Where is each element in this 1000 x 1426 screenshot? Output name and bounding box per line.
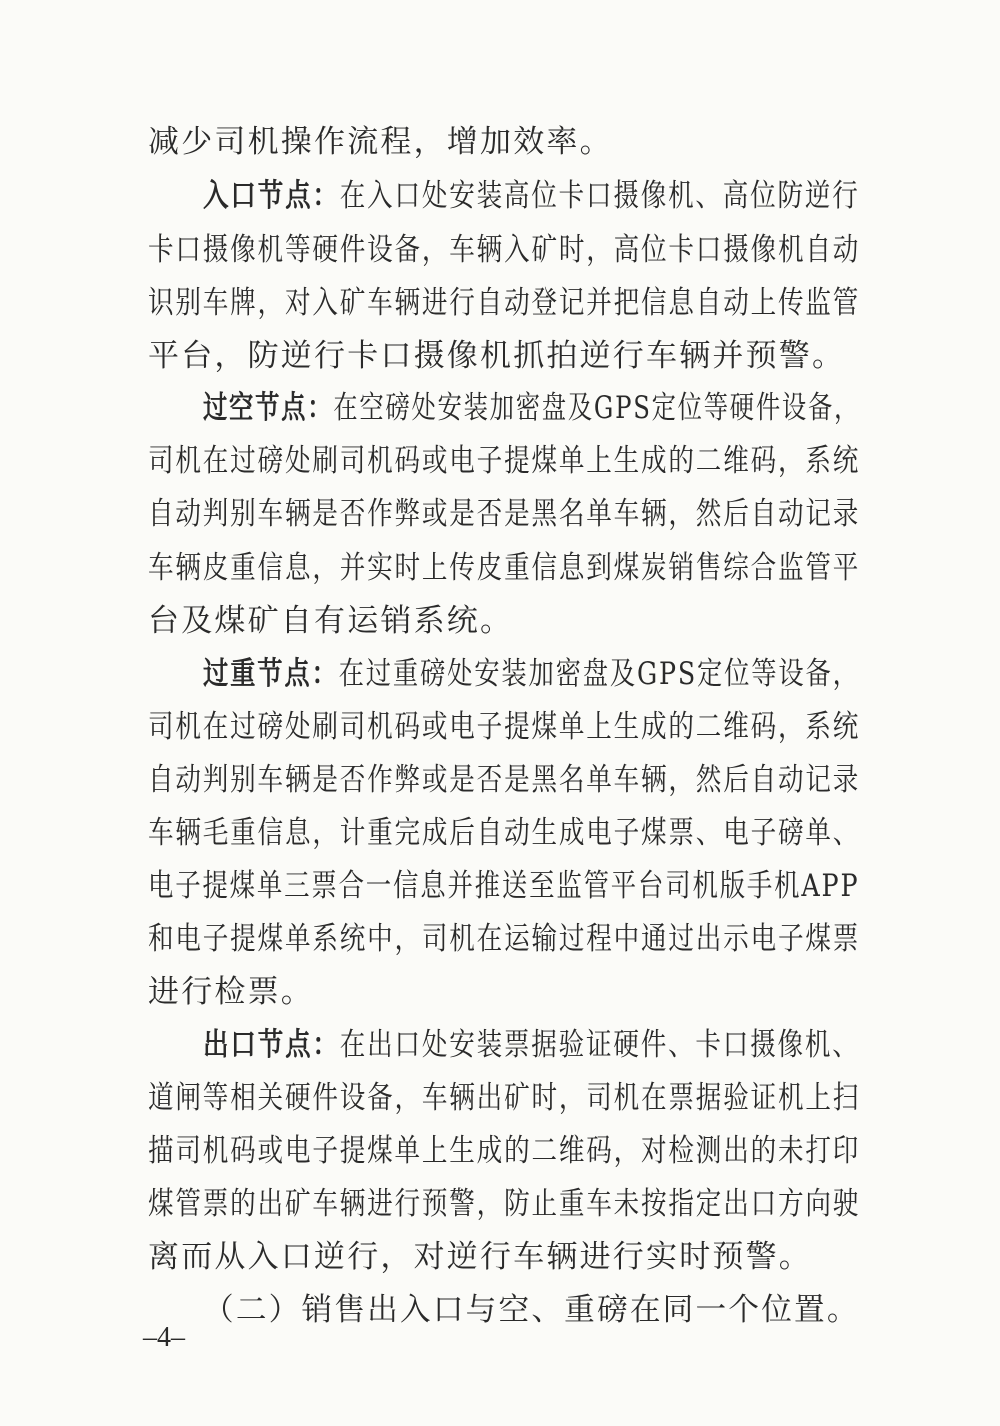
empty-scale-node-paragraph [203,388,860,428]
entry-node-line: 平台，防逆行卡口摄像机抓拍逆行车辆并预警。 [148,338,846,374]
exit-node-paragraph [203,1025,860,1065]
intro-tail: 减少司机操作流程，增加效率。 [148,124,613,160]
empty-scale-node-label: 过空节点： [203,390,334,426]
entry-node-line: 卡口摄像机等硬件设备，车辆入矿时，高位卡口摄像机自动 [148,232,861,268]
heavy-scale-node-line: 自动判别车辆是否作弊或是否是黑名单车辆，然后自动记录 [148,762,861,798]
exit-node-line: 离而从入口逆行，对逆行车辆进行实时预警。 [148,1239,812,1275]
exit-node-label: 出口节点： [203,1027,340,1063]
exit-node-line: 在出口处安装票据验证硬件、卡口摄像机、 [339,1027,860,1063]
heavy-scale-node-line: 进行检票。 [148,974,314,1010]
heavy-scale-node-line: 和电子提煤单系统中，司机在运输过程中通过出示电子煤票 [148,921,861,957]
exit-node-line: 描司机码或电子提煤单上生成的二维码，对检测出的未打印 [148,1133,861,1169]
heavy-scale-node-line: 电子提煤单三票合一信息并推送至监管平台司机版手机APP [148,868,860,904]
bleed-through-artifact [760,118,770,148]
empty-scale-node-line: 在空磅处安装加密盘及GPS定位等硬件设备， [333,390,861,426]
empty-scale-node-line: 自动判别车辆是否作弊或是否是黑名单车辆，然后自动记录 [148,496,861,532]
exit-node-line: 道闸等相关硬件设备，车辆出矿时，司机在票据验证机上扫 [148,1080,861,1116]
section-heading: （二）销售出入口与空、重磅在同一个位置。 [203,1292,860,1328]
entry-node-line: 在入口处安装高位卡口摄像机、高位防逆行 [339,178,860,214]
heavy-scale-node-line: 司机在过磅处刷司机码或电子提煤单上生成的二维码，系统 [148,709,861,745]
empty-scale-node-line: 车辆皮重信息，并实时上传皮重信息到煤炭销售综合监管平 [148,550,861,586]
empty-scale-node-line: 司机在过磅处刷司机码或电子提煤单上生成的二维码，系统 [148,443,861,479]
heavy-scale-node-line: 在过重磅处安装加密盘及GPS定位等设备， [338,656,860,692]
exit-node-line: 煤管票的出矿车辆进行预警，防止重车未按指定出口方向驶 [148,1186,861,1222]
entry-node-label: 入口节点： [203,178,340,214]
heavy-scale-node-paragraph [203,654,860,694]
entry-node-line: 识别车牌，对入矿车辆进行自动登记并把信息自动上传监管 [148,285,861,321]
page-number: –4– [143,1322,185,1353]
heavy-scale-node-label: 过重节点： [203,656,339,692]
heavy-scale-node-line: 车辆毛重信息，计重完成后自动生成电子煤票、电子磅单、 [148,815,861,851]
empty-scale-node-line: 台及煤矿自有运销系统。 [148,603,514,639]
entry-node-paragraph [203,176,860,216]
